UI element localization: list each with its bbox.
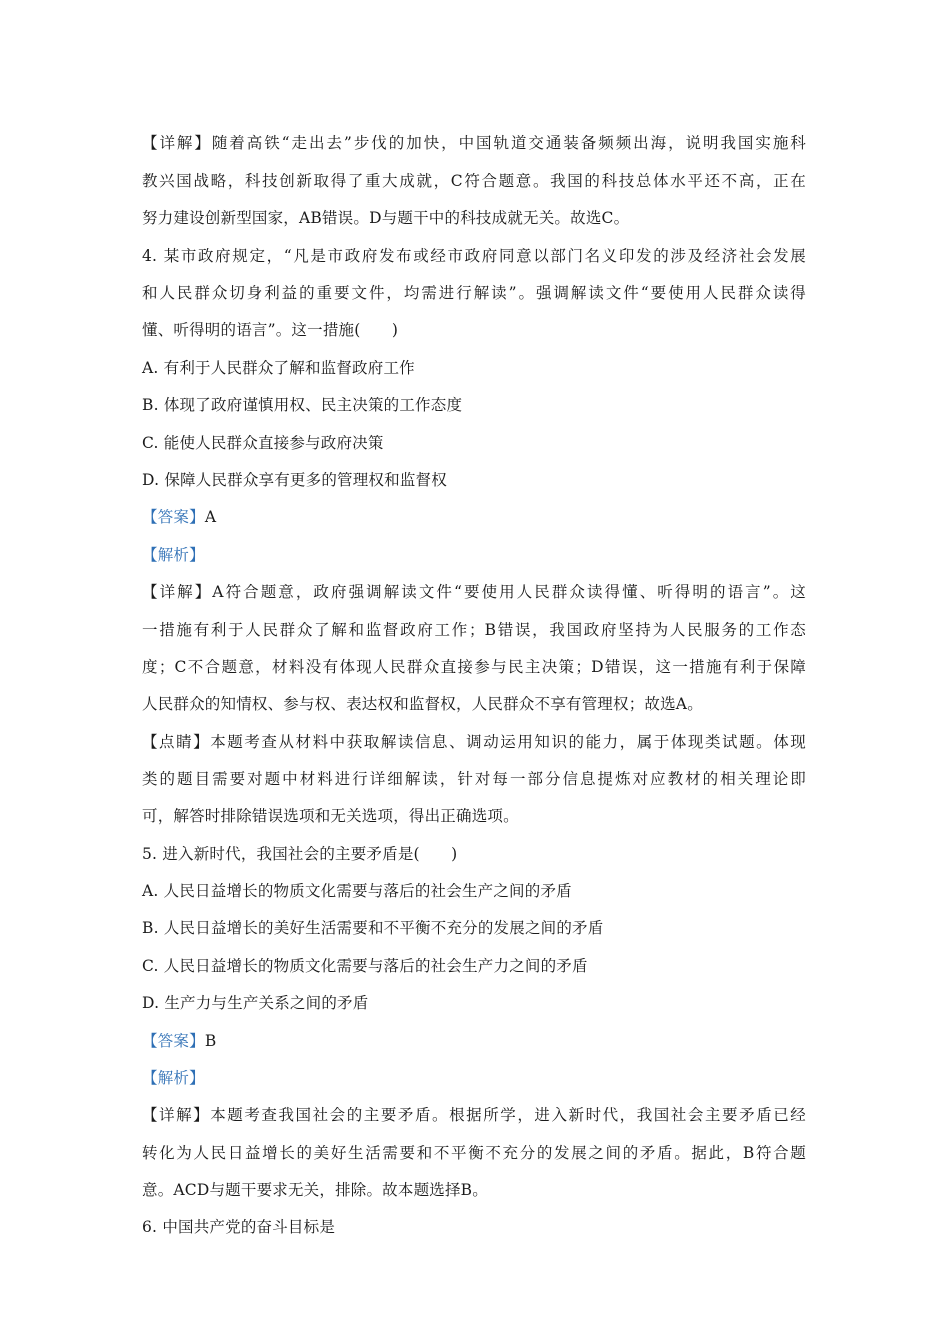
- q4-detail-line-2: 一措施有利于人民群众了解和监督政府工作；B错误，我国政府坚持为人民服务的工作态: [142, 621, 806, 639]
- q3-detail-line-1: [142, 133, 806, 153]
- q4-answer-tag: 【答案】: [142, 508, 205, 526]
- q3-detail-line-2: 教兴国战略，科技创新取得了重大成就，C符合题意。我国的科技总体水平还不高，正在: [142, 172, 806, 190]
- q5-answer-tag: 【答案】: [142, 1032, 205, 1050]
- q4-detail-tag: 【详解】: [142, 583, 213, 601]
- q5-stem: 5. 进入新时代，我国社会的主要矛盾是( ): [142, 845, 458, 863]
- q4-detail-line-1: [142, 582, 806, 602]
- q4-stem-line-2: 和人民群众切身利益的重要文件，均需进行解读”。强调解读文件“要使用人民群众读得: [142, 284, 806, 302]
- q4-detail-line-4: 人民群众的知情权、参与权、表达权和监督权，人民群众不享有管理权；故选A。: [142, 695, 703, 713]
- q4-stem-line-3: 懂、听得明的语言”。这一措施( ): [142, 321, 399, 339]
- q6-stem: 6. 中国共产党的奋斗目标是: [142, 1218, 336, 1236]
- q4-analysis-tag: 【解析】: [142, 546, 205, 564]
- q4-comment-line-1: [142, 732, 806, 752]
- q3-detail-line-3: 努力建设创新型国家，AB错误。D与题干中的科技成就无关。故选C。: [142, 209, 630, 227]
- q4-comment-text-1: 本题考查从材料中获取解读信息、调动运用知识的能力，属于体现类试题。体现: [210, 733, 806, 751]
- q5-option-b: B. 人民日益增长的美好生活需要和不平衡不充分的发展之间的矛盾: [142, 919, 604, 937]
- q4-option-c: C. 能使人民群众直接参与政府决策: [142, 434, 384, 452]
- q4-detail-line-3: 度；C不合题意，材料没有体现人民群众直接参与民主决策；D错误，这一措施有利于保障: [142, 658, 806, 676]
- q4-comment-line-2: 类的题目需要对题中材料进行详细解读，针对每一部分信息提炼对应教材的相关理论即: [142, 770, 806, 788]
- q4-option-a: A. 有利于人民群众了解和监督政府工作: [142, 359, 415, 377]
- q4-comment-tag: 【点睛】: [142, 733, 211, 751]
- q4-option-b: B. 体现了政府谨慎用权、民主决策的工作态度: [142, 396, 463, 414]
- q5-detail-line-1: [142, 1105, 806, 1125]
- q5-detail-line-2: 转化为人民日益增长的美好生活需要和不平衡不充分的发展之间的矛盾。据此，B符合题: [142, 1144, 806, 1162]
- q5-analysis-tag: 【解析】: [142, 1069, 205, 1087]
- q3-detail-tag: 【详解】: [142, 134, 212, 152]
- q4-option-d: D. 保障人民群众享有更多的管理权和监督权: [142, 471, 447, 489]
- q3-detail-text-1: 随着高铁“走出去”步伐的加快，中国轨道交通装备频频出海，说明我国实施科: [211, 134, 806, 152]
- q5-option-c: C. 人民日益增长的物质文化需要与落后的社会生产力之间的矛盾: [142, 957, 588, 975]
- q5-option-a: A. 人民日益增长的物质文化需要与落后的社会生产之间的矛盾: [142, 882, 572, 900]
- q4-comment-line-3: 可，解答时排除错误选项和无关选项，得出正确选项。: [142, 807, 519, 825]
- q5-detail-tag: 【详解】: [142, 1106, 211, 1124]
- q5-answer: [142, 1031, 216, 1051]
- q5-option-d: D. 生产力与生产关系之间的矛盾: [142, 994, 369, 1012]
- q5-answer-value: B: [204, 1032, 217, 1050]
- q4-answer: [142, 507, 216, 527]
- q4-answer-value: A: [204, 508, 217, 526]
- q4-detail-text-1: A符合题意，政府强调解读文件“要使用人民群众读得懂、听得明的语言”。这: [212, 583, 806, 601]
- q5-detail-line-3: 意。ACD与题干要求无关，排除。故本题选择B。: [142, 1181, 488, 1199]
- q5-detail-text-1: 本题考查我国社会的主要矛盾。根据所学，进入新时代，我国社会主要矛盾已经: [210, 1106, 806, 1124]
- q4-stem-line-1: 4. 某市政府规定，“凡是市政府发布或经市政府同意以部门名义印发的涉及经济社会发展: [142, 247, 806, 265]
